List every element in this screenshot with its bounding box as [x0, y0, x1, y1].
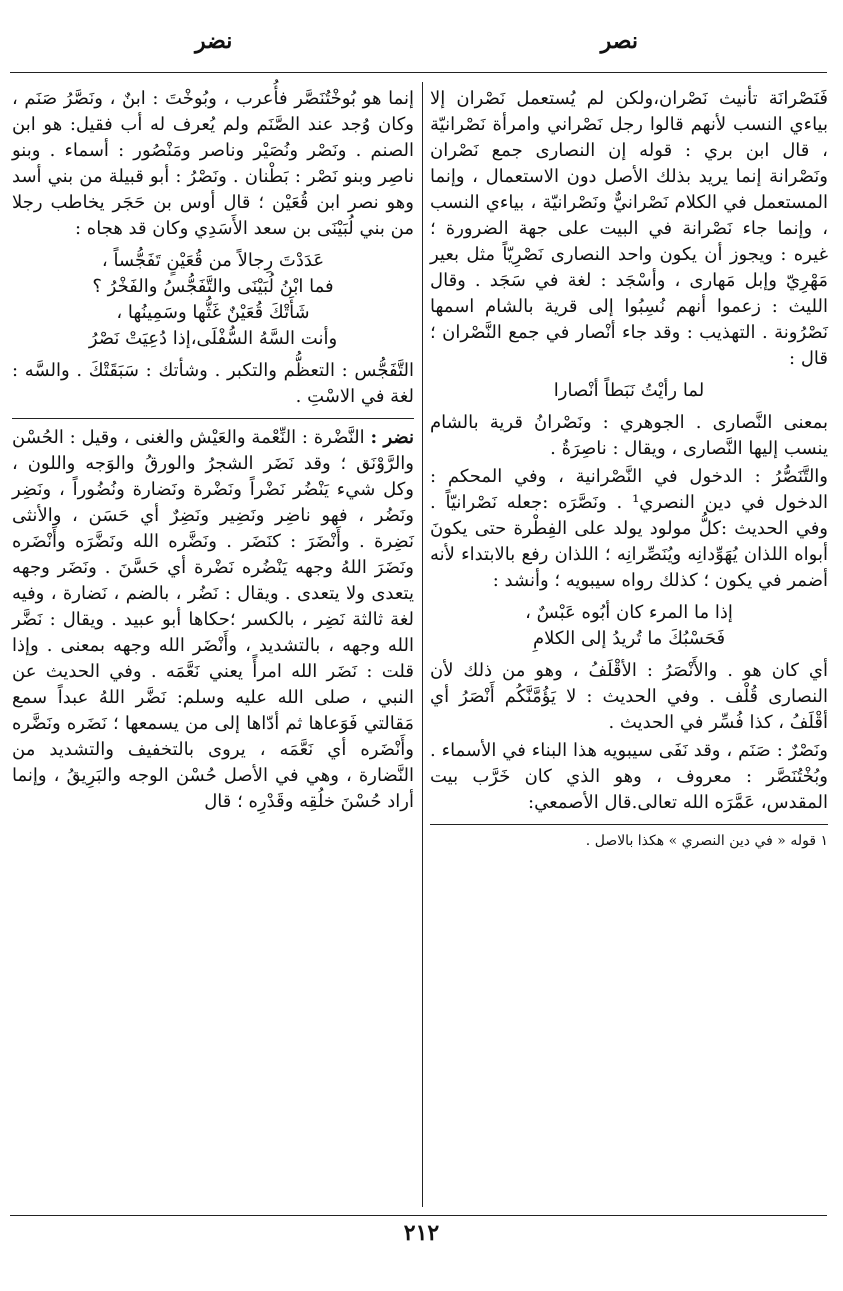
right-verse-1-line: لما رأيْتُ نَبَطاً أنْصارا [553, 380, 705, 401]
right-paragraph-3: والتَّنَصُّرُ : الدخول في النَّصْرانية ، وفي المحكم : الدخول في دين النصري¹ . ونَصَّرَه :جعله نَصْرانيّاً . وفي الحديث :كلُّ مولود يولد على الفِطْرة حتى يكونَ أبواه اللذان يُهَوِّدانِه ويُنَصِّرانِه ؛ اللذان رفع بالابتداء لأنه أضمر في يكون ؛ كذلك رواه سيبويه ؛ وأنشد : [430, 466, 829, 591]
left-paragraph-2: التَّفَجُّس : التعظُّم والتكبر . وشأتك : سَبَقَتْكَ . والسَّه : لغة في الاسْتِ . [12, 360, 414, 407]
left-verse-1 [12, 248, 414, 352]
left-running-header: نضر [195, 28, 233, 54]
right-column [430, 86, 828, 853]
headword: نضر : [370, 427, 414, 448]
column-divider [422, 82, 423, 1207]
left-column [12, 86, 414, 817]
left-verse-1-line-3: شَأَتْكَ قُعَيْنٌ غَثُّها وسَمِينُها ، [116, 302, 310, 323]
page-number: ٢١٢ [403, 1220, 440, 1246]
right-verse-2 [430, 600, 828, 652]
entry-text: النَّضْرة : النِّعْمة والعَيْش والغنى ، وقيل : الحُسْن والرَّوْنَق ؛ وقد نَضَر الشجرُ والورقُ والوَجه واللون ، وكل شيء يَنْضُر نَضْراً ونَضْرة ونَضارة ونُضُوراً ، ونَضِر ونَضُر ، فهو ناضِر ونَضِير ونَضِرٌ أي حَسَن ، والأنثى نَضِرة . وأَنْضَرَ : كنَضَر . ونَضَّره الله ونَضَّرَه وأَنْضَره ونَضَرَ اللهُ وجهه يَنْضُره نَضْرة أي حَسَّنَ . ونَضَر وجهه يتعدى ولا يتعدى . ويقال : نَضُر ، بالضم ، نَضارة ، وفيه لغة ثالثة نَضِر ، بالكسر ؛حكاها أبو عبيد . ويقال : نَضَّر الله وجهه ، بالتشديد ، وأَنْضَر الله وجهه بمعنى . وإذا قلت : نَضَر الله امرأً يعني نَعَّمَه . وفي الحديث عن النبي ، صلى الله عليه وسلم: نَضَّر اللهُ عبداً سمع مَقالتي فَوَعاها ثم أدّاها إلى من يسمعها ؛ نَضَره ونَضَّره وأَنْضَره أي نَعَّمَه ، يروى بالتخفيف والتشديد من النَّضارة ، وهي في الأصل حُسْن الوجه والبَرِيقُ ، وإنما أراد حُسْنَ خلُقِه وقَدْرِه ؛ قال [12, 427, 414, 812]
entry-separator [12, 418, 414, 419]
left-paragraph-1: إنما هو بُوخْتُنَصَّر فأُعرب ، وبُوخْتَ : ابنٌ ، ونَصَّرُ صَنَم ، وكان وُجد عند الصَّنَم ولم يُعرف له أب فقيل: هو ابن الصنم . ونَصْر ونُصَيْر وناصر ومَنْصُور : أسماء . وبنو ناصِر وبنو نَصْر : بَطْنان . ونَصْرُ : أبو قبيلة من بني أسد وهو نصر ابن قُعَيْن ؛ قال أوس بن حَجَر يخاطب رجلا من بني لُبَيْنَى بن سعد الأَسَدِي وكان قد هجاه : [12, 88, 414, 239]
left-paragraph-3 [12, 425, 414, 815]
right-paragraph-5: ونَصْرٌ : صَنَم ، وقد نَفَى سيبويه هذا البناء في الأسماء . وبُخْتُنَصَّر : معروف ، وهو الذي كان خَرَّب بيت المقدس، عَمَّرَه الله تعالى.قال الأصمعي: [430, 740, 828, 813]
right-verse-2-line-2: فَحَسْبُكَ ما تُريدُ إلى الكلامِ [532, 628, 726, 649]
right-paragraph-4: أي كان هو . والأَنْصَرُ : الأقْلَفُ ، وهو من ذلك لأن النصارى قُلْف . وفي الحديث : لا يَؤُمَّنَّكُم أَنْصَرُ أي أقْلَفُ ، كذا فُسِّر في الحديث . [430, 660, 828, 733]
header-rule [10, 72, 827, 73]
right-verse-2-line-1: إذا ما المرء كان أبُوه عَبْسٌ ، [525, 602, 733, 623]
left-verse-1-line-4: وأنت السَّهُ السُّفْلَى،إذا دُعِيَتْ نَصْرُ [88, 328, 338, 349]
right-running-header: نصر [600, 28, 638, 54]
right-paragraph-1: فَنَصْرانَة تأنيث نَصْران،ولكن لم يُستعمل نَصْران إلا بياءي النسب لأنهم قالوا رجل نَصْراني وامرأة نَصْرانيّة ، قال ابن بري : قوله إن النصارى جمع نَصْران ونَصْرانة إنما يريد بذلك الأصل دون الاستعمال ، وإنما المستعمل في الكلام نَصْرانيٌّ ونَصْرانيّة ، بياءي النسب ، وإنما جاء نَصْرانة في البيت على جهة الضرورة ؛ غيره : ويجوز أن يكون واحد النصارى نَصْرِيّاً مثل بعير مَهْرِيّ وإبل مَهارى ، وأسْجَد : لغة في سَجَد . وقال الليث : زعموا أنهم نُسِبُوا إلى قرية بالشام اسمها نَصْرُونة . التهذيب : وقد جاء أنْصار في جمع النَّصْران ؛ قال : [430, 88, 828, 369]
footer-rule [10, 1215, 827, 1216]
footnote-rule [430, 824, 828, 825]
right-verse-1 [430, 378, 828, 404]
footnote: ١ قوله « في دين النصري » هكذا بالاصل . [585, 833, 828, 849]
left-verse-1-line-1: عَدَدْتَ رِجالاً من قُعَيْنٍ تَفَجُّساً ، [101, 250, 325, 271]
left-verse-1-line-2: فما ابْنُ لُبَيْنَى والتَّفَجُّسُ والفَخْرُ ؟ [92, 276, 334, 297]
right-paragraph-2: بمعنى النَّصارى . الجوهري : ونَصْرانُ قرية بالشام ينسب إليها النَّصارى ، ويقال : ناصِرَةُ . [430, 412, 828, 459]
